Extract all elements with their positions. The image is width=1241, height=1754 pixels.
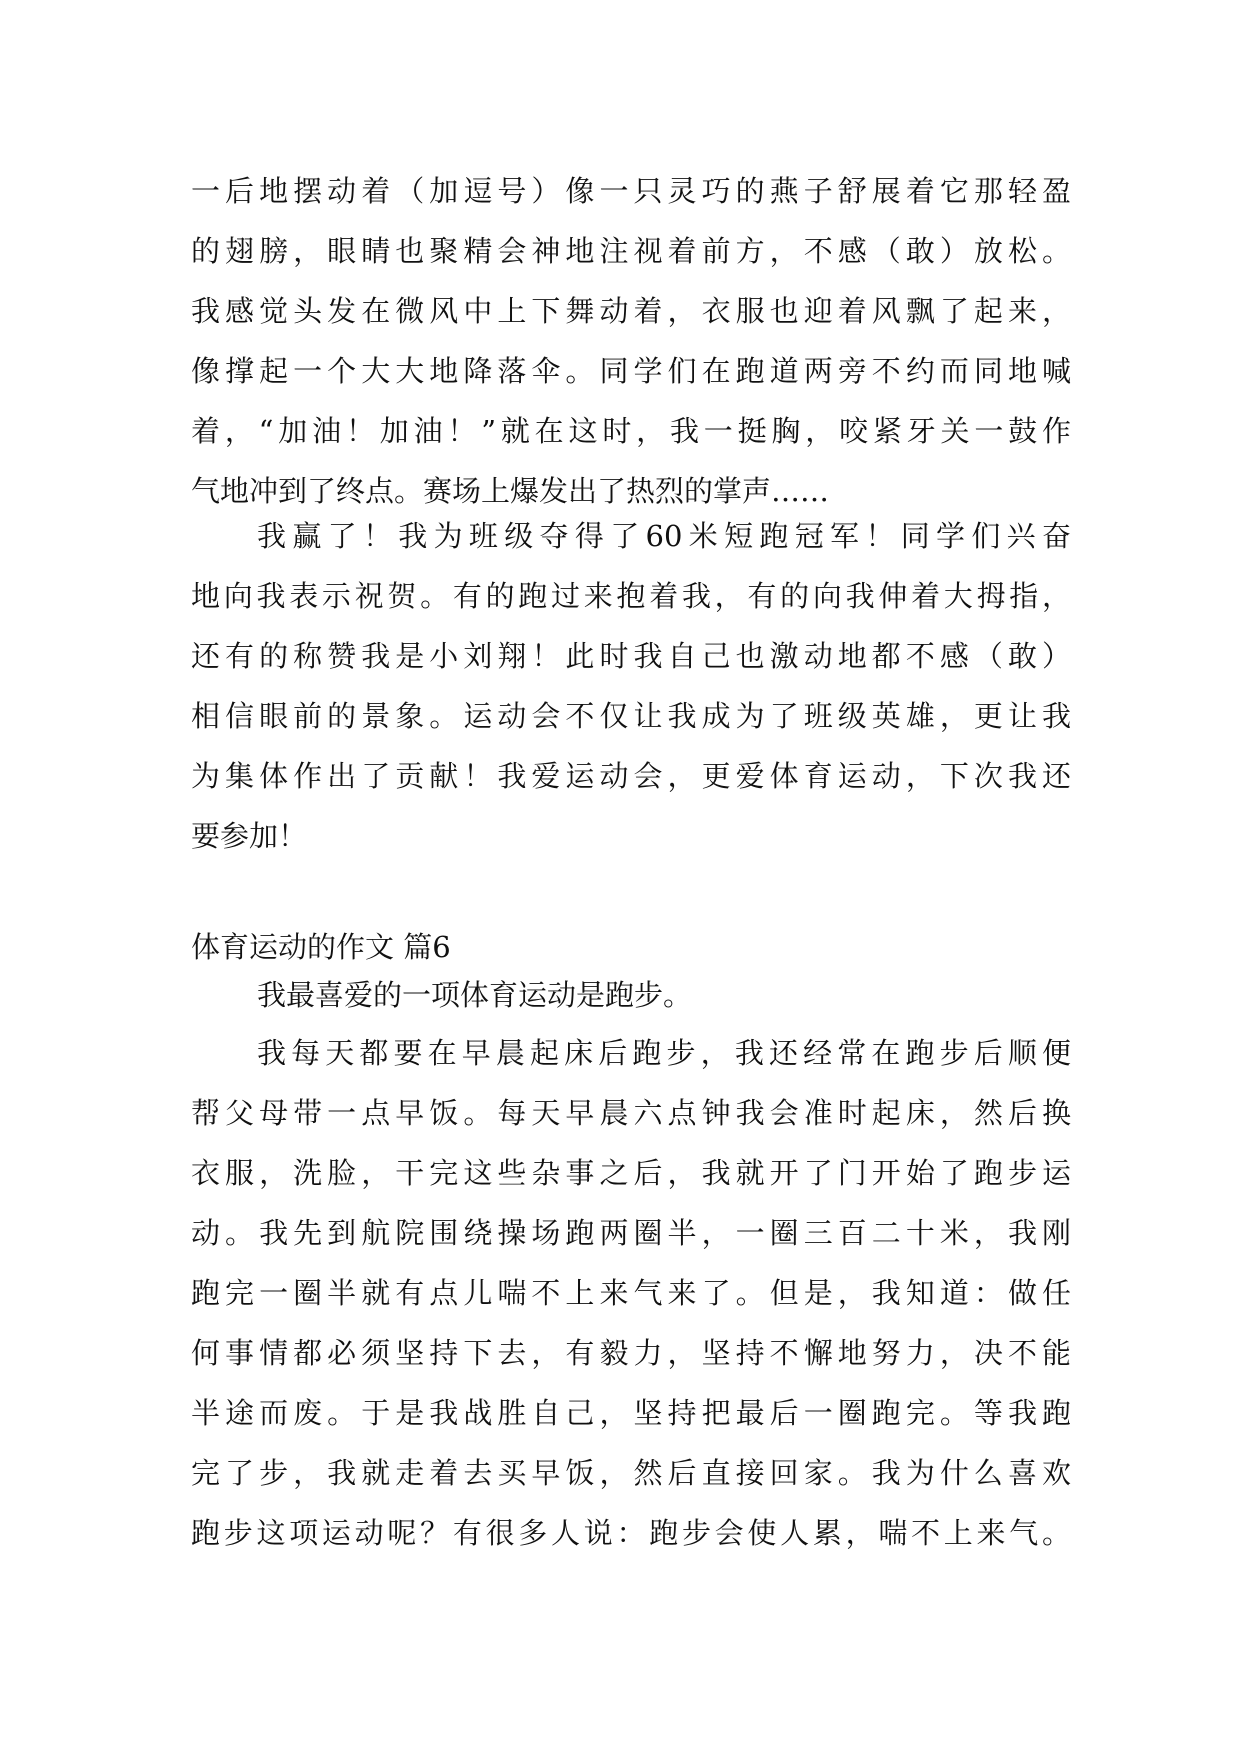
text-line: 气地冲到了终点。赛场上爆发出了热烈的掌声…… bbox=[191, 474, 830, 508]
text-line: 完了步，我就走着去买早饭，然后直接回家。我为什么喜欢 bbox=[191, 1456, 1071, 1490]
text-line: 帮父母带一点早饭。每天早晨六点钟我会准时起床，然后换 bbox=[191, 1096, 1071, 1130]
text-line: 的翅膀，眼睛也聚精会神地注视着前方，不感（敢）放松。 bbox=[191, 234, 1071, 268]
text-line: 跑步这项运动呢？有很多人说：跑步会使人累，喘不上来气。 bbox=[191, 1516, 1071, 1550]
paragraph-running bbox=[191, 1023, 1071, 1563]
text-line: 像撑起一个大大地降落伞。同学们在跑道两旁不约而同地喊 bbox=[191, 354, 1071, 388]
paragraph-victory bbox=[191, 506, 1071, 866]
text-line: 动。我先到航院围绕操场跑两圈半，一圈三百二十米，我刚 bbox=[191, 1216, 1071, 1250]
text-line: 着，“加油！加油！”就在这时，我一挺胸，咬紧牙关一鼓作 bbox=[191, 414, 1071, 448]
text-line: 衣服，洗脸，干完这些杂事之后，我就开了门开始了跑步运 bbox=[191, 1156, 1071, 1190]
text-line: 一后地摆动着（加逗号）像一只灵巧的燕子舒展着它那轻盈 bbox=[191, 174, 1071, 208]
section-intro bbox=[191, 965, 1071, 1025]
text-line: 还有的称赞我是小刘翔！此时我自己也激动地都不感（敢） bbox=[191, 639, 1071, 673]
text-line: 何事情都必须坚持下去，有毅力，坚持不懈地努力，决不能 bbox=[191, 1336, 1071, 1370]
text-line: 我感觉头发在微风中上下舞动着，衣服也迎着风飘了起来， bbox=[191, 294, 1071, 328]
text-line: 要参加！ bbox=[191, 819, 308, 853]
text-line: 为集体作出了贡献！我爱运动会，更爱体育运动，下次我还 bbox=[191, 759, 1071, 793]
text-line: 跑完一圈半就有点儿喘不上来气来了。但是，我知道：做任 bbox=[191, 1276, 1071, 1310]
text-line: 我每天都要在早晨起床后跑步，我还经常在跑步后顺便 bbox=[257, 1036, 1071, 1070]
paragraph-continued bbox=[191, 161, 1071, 521]
text-line: 我赢了！我为班级夺得了60米短跑冠军！同学们兴奋 bbox=[257, 519, 1071, 553]
text-line: 半途而废。于是我战胜自己，坚持把最后一圈跑完。等我跑 bbox=[191, 1396, 1071, 1430]
text-line: 我最喜爱的一项体育运动是跑步。 bbox=[257, 978, 693, 1012]
text-line: 地向我表示祝贺。有的跑过来抱着我，有的向我伸着大拇指， bbox=[191, 579, 1071, 613]
section-title: 体育运动的作文 篇6 bbox=[191, 930, 451, 964]
text-line: 相信眼前的景象。运动会不仅让我成为了班级英雄，更让我 bbox=[191, 699, 1071, 733]
